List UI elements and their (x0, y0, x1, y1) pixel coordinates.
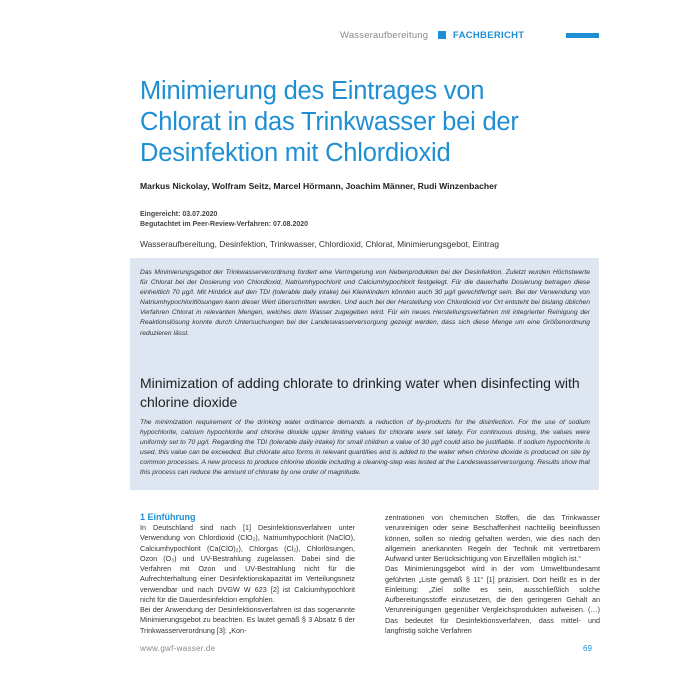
reviewed-date: Begutachtet im Peer-Review-Verfahren: 07.08.2020 (140, 221, 309, 228)
body-column-right (385, 513, 600, 636)
header-article-type: FACHBERICHT (453, 30, 525, 41)
footer-url: www.gwf-wasser.de (140, 644, 216, 653)
article-authors: Markus Nickolay, Wolfram Seitz, Marcel Hörmann, Joachim Männer, Rudi Winzenbacher (140, 181, 498, 191)
body-paragraph: In Deutschland sind nach [1] Desinfektionsverfahren unter Verwendung von Chlordioxid (ClO₂), Natriumhypochlorit (NaClO), Calciumhypochlorit (Ca(ClO)₂), Chlorgas (Cl₂), Chlorlösungen, Ozon (O₃) und UV-Bestrahlung zugelassen. Dabei sind die Verfahren mit Ozon und UV-Bestrahlung nicht für die Aufrechterhaltung einer Desinfektionskapazität im Verteilungsnetz verwendbar und nach DVGW W 623 [2] ist Calciumhypochlorit nicht für die Dauerdesinfektion empfohlen. (140, 523, 355, 604)
english-title: Minimization of adding chlorate to drinking water when disinfecting with chlorine dioxide (140, 375, 580, 410)
header-section-label: Wasseraufbereitung (340, 30, 429, 41)
body-paragraph: zentrationen von chemischen Stoffen, die das Trinkwasser verunreinigen oder seine Beschaffenheit nachteilig beeinflussen können, sollen so niedrig gehalten werden, wie dies nach den allgemein anerkannten Regeln der Technik mit vertretbarem Aufwand unter Berücksichtigung von Einzelfällen möglich ist.“ (385, 513, 600, 563)
body-paragraph: Das Minimierungsgebot wird in der vom Umweltbundesamt geführten „Liste gemäß § 11“ [1] präzisiert. Dort heißt es in der Einleitung: „Ziel sollte es sein, ausschließlich solche Aufbereitungsstoffe einzusetzen, die den geringeren Gehalt an Verunreinigungen gegenüber Vergleichsprodukten aufweisen. (…) Das bedeutet für Desinfektionsverfahren, dass mittel- und langfristig solche Verfahren (385, 564, 600, 635)
page-number: 69 (583, 644, 592, 653)
article-dates (140, 210, 308, 230)
received-date: Eingereicht: 03.07.2020 (140, 211, 218, 218)
abstract-german: Das Minimierungsgebot der Trinkwasserverordnung fordert eine Verringerung von Nebenprodukten bei der Desinfektion. Zuletzt wurden Höchstwerte für Chlorat bei der Dosierung von Chlordioxid, Natriumhypochlorit und Calciumhypochlorit festgelegt. Für die dauerhafte Dosierung betragen diese einheitlich 70 µg/l. Mit Hinblick auf den TDI (tolerable daily intake) bei Kleinkindern könnten auch 30 µg/l gerechtfertigt sein. Bei der Verwendung von Natriumhypochloritlösungen kann dieser Wert überschritten werden. Und auch bei der Herstellung von Chlordioxid vor Ort entsteht bei bislang üblichen Verfahren Chlorat in relevanten Mengen, welches dem Wasser zugegeben wird. Für ein neues Herstellungsverfahren mit integrierter Reinigung der Reaktionslösung konnte durch Untersuchungen bei der Landeswasserversorgung gezeigt werden, dass sich diese Menge um eine Größenordnung reduzieren lässt. (140, 269, 590, 337)
abstract-english: The minimization requirement of the drinking water ordinance demands a reduction of by-products for the disinfection. For the use of sodium hypochlorite, calcium hypochlorite and chlorine dioxide upper limiting values for chlorate were set lately. For continuous dosing, the values were uniformly set to 70 µg/l. Regarding the TDI (tolerable daily intake) for small children a value of 30 µg/l could also be justifiable. If sodium hypochlorite is used, this value can be exceeded. But chlorate also forms in relevant quantities and is added to the water when chlorine dioxide is produced on site by common processes. A new process to produce chlorine dioxide including a cleaning-step was tested at the Landeswasserversorgung. Results show that this process can reduce the amount of chlorate by one order of magnitude. (140, 419, 590, 477)
section-heading: 1 Einführung (140, 512, 196, 522)
header-accent-bar (566, 33, 599, 38)
article-title: Minimierung des Eintrages von Chlorat in das Trinkwasser bei der Desinfektion mit Chlordioxid (140, 77, 519, 167)
article-keywords: Wasseraufbereitung, Desinfektion, Trinkwasser, Chlordioxid, Chlorat, Minimierungsgebot, Eintrag (140, 239, 500, 249)
body-column-left (140, 523, 355, 636)
header-square-marker (438, 31, 446, 39)
body-paragraph: Bei der Anwendung der Desinfektionsverfahren ist das sogenannte Minimierungsgebot zu beachten. Es lautet gemäß § 3 Absatz 6 der Trinkwasserverordnung [3]: „Kon- (140, 605, 355, 635)
